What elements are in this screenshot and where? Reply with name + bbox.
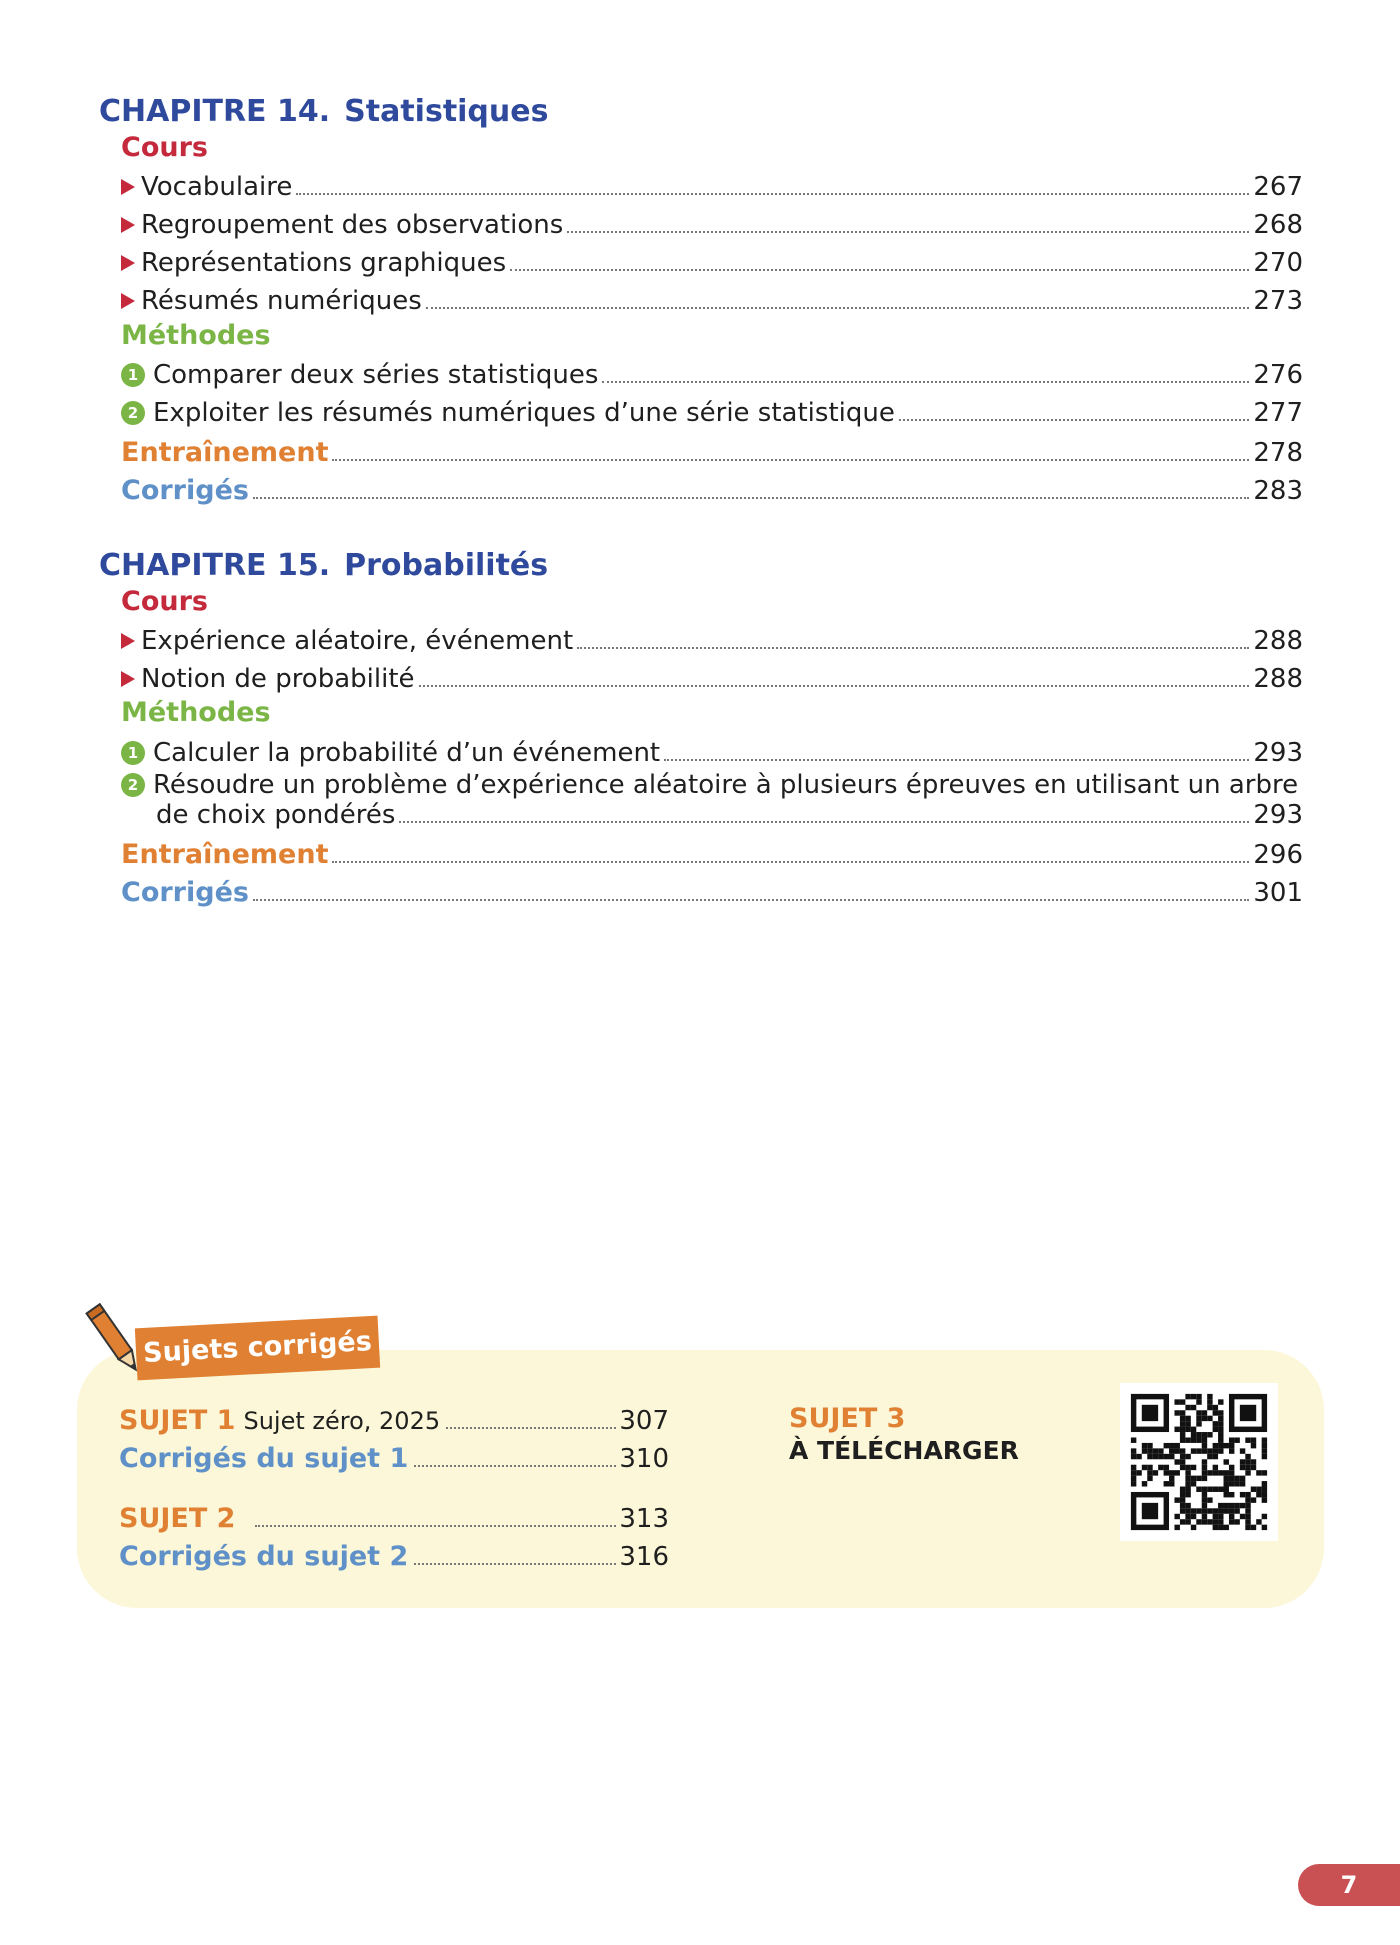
toc-entry[interactable]: Résumés numériques 273 (121, 282, 1303, 316)
toc-entry[interactable]: 1 Calculer la probabilité d’un événement 293 (121, 734, 1303, 768)
chapter-14-heading: CHAPITRE 14. Statistiques (99, 94, 549, 129)
number-bullet-icon: 1 (121, 363, 145, 387)
sujet-entry[interactable]: SUJET 1 Sujet zéro, 2025 307 (119, 1405, 669, 1436)
triangle-bullet-icon (121, 671, 135, 687)
toc-entry-entrainement[interactable]: Entraînement 296 (121, 839, 1303, 870)
qr-code-icon[interactable] (1120, 1383, 1278, 1541)
qr-code-graphic (1120, 1383, 1278, 1541)
triangle-bullet-icon (121, 293, 135, 309)
number-bullet-icon: 1 (121, 741, 145, 765)
page-number: 7 (1298, 1864, 1400, 1906)
toc-entry[interactable]: Représentations graphiques 270 (121, 244, 1303, 278)
sujet-entry[interactable]: Corrigés du sujet 2 316 (119, 1541, 669, 1572)
toc-entry-corriges[interactable]: Corrigés 283 (121, 475, 1303, 506)
triangle-bullet-icon (121, 217, 135, 233)
sujet-entry[interactable]: SUJET 2 313 (119, 1503, 669, 1534)
number-bullet-icon: 2 (121, 401, 145, 425)
toc-entry[interactable]: Notion de probabilité 288 (121, 660, 1303, 694)
toc-entry-entrainement[interactable]: Entraînement 278 (121, 437, 1303, 468)
triangle-bullet-icon (121, 179, 135, 195)
chapter-14-methodes-label: Méthodes (121, 320, 271, 351)
number-bullet-icon: 2 (121, 773, 145, 797)
chapter-15-methodes-label: Méthodes (121, 697, 271, 728)
chapter-14-cours-label: Cours (121, 132, 208, 163)
sujet3-label: SUJET 3 (789, 1403, 906, 1434)
toc-entry[interactable]: Vocabulaire 267 (121, 168, 1303, 202)
toc-entry[interactable]: Expérience aléatoire, événement 288 (121, 622, 1303, 656)
sujets-corriges-tag: Sujets corrigés (135, 1316, 380, 1381)
toc-entry-continuation[interactable]: de choix pondérés 293 (156, 800, 1303, 830)
sujet-entry[interactable]: Corrigés du sujet 1 310 (119, 1443, 669, 1474)
chapter-15-cours-label: Cours (121, 586, 208, 617)
triangle-bullet-icon (121, 255, 135, 271)
chapter-15-heading: CHAPITRE 15. Probabilités (99, 548, 549, 583)
sujet3-download-text[interactable]: À TÉLÉCHARGER (789, 1436, 1019, 1465)
toc-entry[interactable]: 1 Comparer deux séries statistiques 276 (121, 356, 1303, 390)
toc-entry[interactable]: 2 Exploiter les résumés numériques d’une série statistique 277 (121, 394, 1303, 428)
toc-entry-multiline[interactable]: 2 Résoudre un problème d’expérience aléatoire à plusieurs épreuves en utilisant un arbre (121, 766, 1121, 800)
toc-entry[interactable]: Regroupement des observations 268 (121, 206, 1303, 240)
toc-entry-corriges[interactable]: Corrigés 301 (121, 877, 1303, 908)
triangle-bullet-icon (121, 633, 135, 649)
